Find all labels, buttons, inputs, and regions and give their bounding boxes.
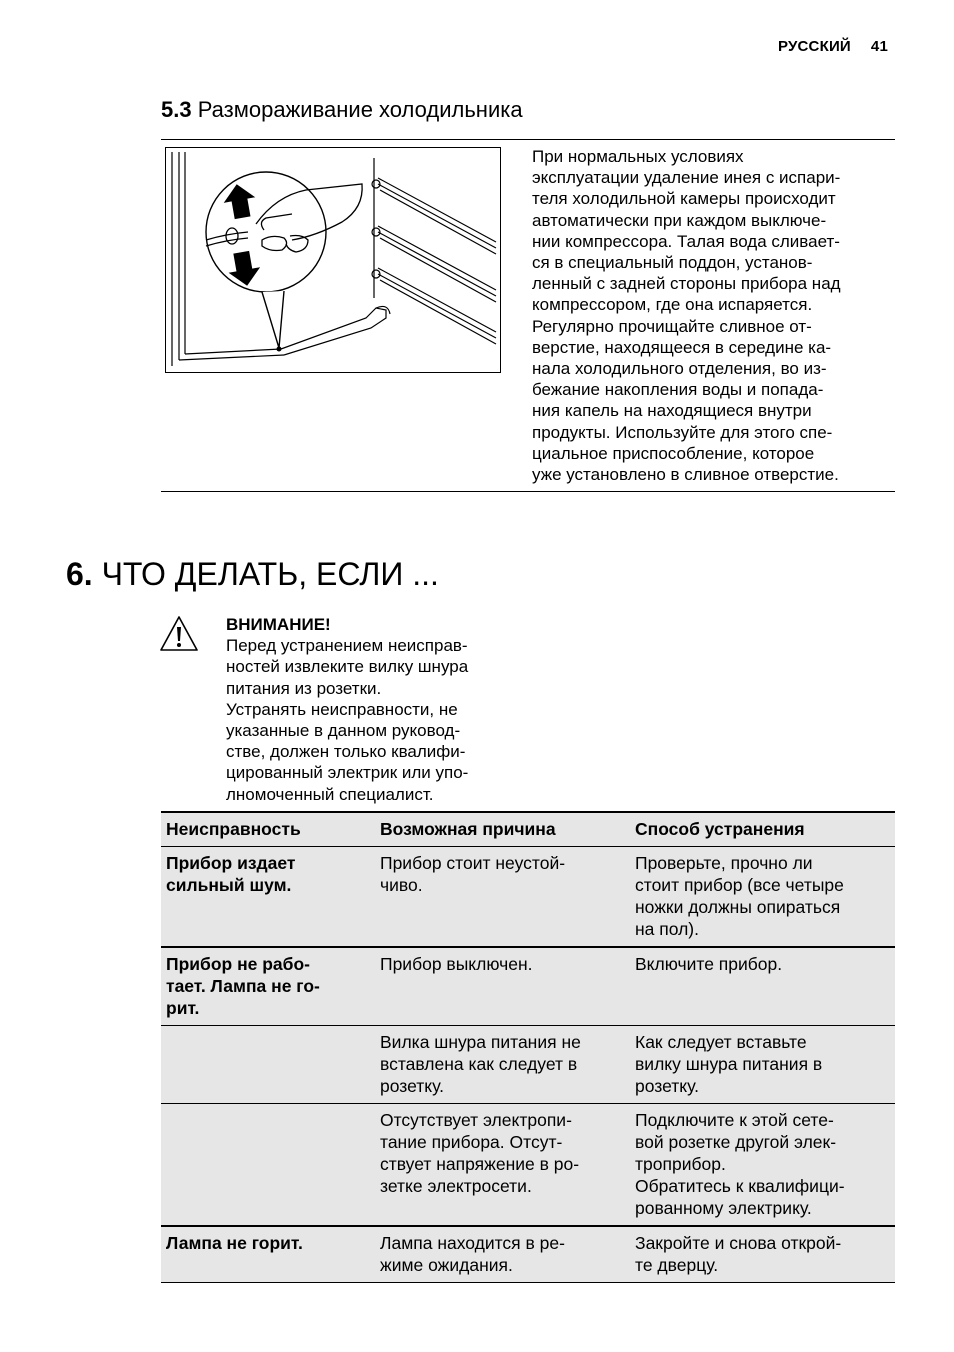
section-5-3-text-line: бежание накопления воды и попада-	[532, 380, 824, 400]
warning-block	[226, 614, 516, 805]
fault-cell	[161, 1026, 375, 1104]
warning-text-line: питания из розетки.	[226, 678, 382, 698]
section-5-3-text-line: При нормальных условиях	[532, 147, 744, 166]
fault-cell-line: Прибор не рабо-	[166, 954, 310, 974]
cause-cell-line: тание прибора. Отсут-	[380, 1132, 563, 1152]
page-number: 41	[870, 38, 888, 55]
cause-cell-line: розетку.	[380, 1076, 444, 1096]
remedy-cell-line: ножки должны опираться	[635, 897, 841, 917]
section-5-3-text	[532, 146, 894, 485]
section-5-3-text-line: автоматически при каждом выключе-	[532, 210, 827, 230]
remedy-cell-line: рованному электрику.	[635, 1198, 812, 1218]
warning-text-line: ностей извлеките вилку шнура	[226, 657, 469, 677]
remedy-cell	[630, 1026, 895, 1104]
warning-title: ВНИМАНИЕ!	[226, 615, 331, 634]
section-5-3-text-line: компрессором, где она испаряется.	[532, 295, 813, 315]
remedy-cell-line: Подключите к этой сете-	[635, 1110, 834, 1130]
section-5-3-text-line: верстие, находящееся в середине ка-	[532, 337, 832, 357]
warning-text-line: Перед устранением неисправ-	[226, 636, 468, 656]
header-language: РУССКИЙ	[777, 38, 851, 55]
section-5-3-text-line: ленный с задней стороны прибора над	[532, 274, 841, 294]
cause-cell-line: Прибор стоит неустой-	[380, 853, 566, 873]
fault-cell	[161, 947, 375, 1026]
section-5-3-text-line: нии компрессора. Талая вода сливает-	[532, 231, 840, 251]
section-5-3-box	[161, 139, 895, 492]
cause-cell-line: ствует напряжение в ро-	[380, 1154, 580, 1174]
table-row	[161, 847, 895, 948]
remedy-cell-line: вой розетке другой элек-	[635, 1132, 837, 1152]
warning-text-line: Устранять неисправности, не	[226, 699, 458, 719]
section-5-3-text-line: эксплуатации удаление инея с испари-	[532, 168, 841, 188]
section-6-number: 6.	[66, 556, 93, 592]
section-5-3-text-line: теля холодильной камеры происходит	[532, 189, 836, 209]
warning-text-line: указанные в данном руковод-	[226, 721, 461, 741]
remedy-cell	[630, 1104, 895, 1227]
cause-cell-line: Отсутствует электропи-	[380, 1110, 572, 1130]
remedy-cell-line: на пол).	[635, 919, 699, 939]
section-6-title	[66, 556, 439, 593]
remedy-cell-line: троприбор.	[635, 1154, 726, 1174]
table-header-fault: Неисправность	[166, 819, 301, 839]
warning-triangle-icon	[159, 615, 199, 653]
fault-cell-line: Лампа не горит.	[166, 1233, 303, 1253]
remedy-cell-line: Проверьте, прочно ли	[635, 853, 813, 873]
cause-cell	[375, 1104, 630, 1227]
section-5-3-text-line: уже установлено в сливное отверстие.	[532, 465, 839, 485]
remedy-cell-line: стоит прибор (все четыре	[635, 875, 844, 895]
remedy-cell-line: Закройте и снова открой-	[635, 1233, 842, 1253]
remedy-cell	[630, 947, 895, 1026]
remedy-cell-line: те дверцу.	[635, 1255, 719, 1275]
fault-cell	[161, 1226, 375, 1283]
remedy-cell	[630, 1226, 895, 1283]
warning-text-line: лномоченный специалист.	[226, 784, 434, 804]
remedy-cell-line: вилку шнура питания в	[635, 1054, 823, 1074]
table-row	[161, 1104, 895, 1227]
fault-cell-line: рит.	[166, 998, 200, 1018]
table-row	[161, 1026, 895, 1104]
table-header-row	[161, 812, 895, 847]
cause-cell-line: вставлена как следует в	[380, 1054, 578, 1074]
fault-cell-line: Прибор издает	[166, 853, 296, 873]
remedy-cell-line: Обратитесь к квалифици-	[635, 1176, 845, 1196]
cause-cell-line: зетке электросети.	[380, 1176, 532, 1196]
remedy-cell	[630, 847, 895, 948]
section-5-3-text-line: нала холодильного отделения, во из-	[532, 359, 827, 379]
section-6-heading: ЧТО ДЕЛАТЬ, ЕСЛИ ...	[101, 556, 439, 592]
table-row	[161, 947, 895, 1026]
cause-cell-line: Вилка шнура питания не	[380, 1032, 581, 1052]
section-5-3-number: 5.3	[161, 97, 192, 122]
cause-cell	[375, 1226, 630, 1283]
section-5-3-text-line: ния капель на находящиеся внутри	[532, 401, 812, 421]
cause-cell	[375, 947, 630, 1026]
fault-cell	[161, 1104, 375, 1227]
section-5-3-text-line: ся в специальный поддон, установ-	[532, 253, 813, 273]
cause-cell	[375, 847, 630, 948]
table-header-remedy: Способ устранения	[635, 819, 805, 839]
section-5-3-title	[161, 97, 523, 123]
remedy-cell-line: Включите прибор.	[635, 954, 783, 974]
cause-cell-line: жиме ожидания.	[380, 1255, 513, 1275]
section-5-3-text-line: циальное приспособление, которое	[532, 443, 815, 463]
defrost-drain-cleaning-icon	[166, 148, 500, 372]
warning-text	[226, 635, 516, 805]
table-header-cause: Возможная причина	[380, 819, 556, 839]
section-5-3-heading: Размораживание холодильника	[197, 97, 523, 122]
fault-cell	[161, 847, 375, 948]
fault-cell-line: сильный шум.	[166, 875, 292, 895]
page-header	[778, 38, 888, 55]
warning-text-line: цированный электрик или упо-	[226, 763, 469, 783]
fault-cell-line: тает. Лампа не го-	[166, 976, 320, 996]
section-5-3-text-line: Регулярно прочищайте сливное от-	[532, 316, 812, 336]
cause-cell-line: Лампа находится в ре-	[380, 1233, 565, 1253]
cause-cell-line: чиво.	[380, 875, 423, 895]
section-5-3-text-line: продукты. Используйте для этого спе-	[532, 422, 833, 442]
table-row	[161, 1226, 895, 1283]
troubleshooting-table	[161, 811, 895, 1283]
warning-text-line: стве, должен только квалифи-	[226, 742, 466, 762]
defrost-illustration	[165, 147, 501, 373]
remedy-cell-line: Как следует вставьте	[635, 1032, 807, 1052]
remedy-cell-line: розетку.	[635, 1076, 699, 1096]
cause-cell-line: Прибор выключен.	[380, 954, 533, 974]
cause-cell	[375, 1026, 630, 1104]
